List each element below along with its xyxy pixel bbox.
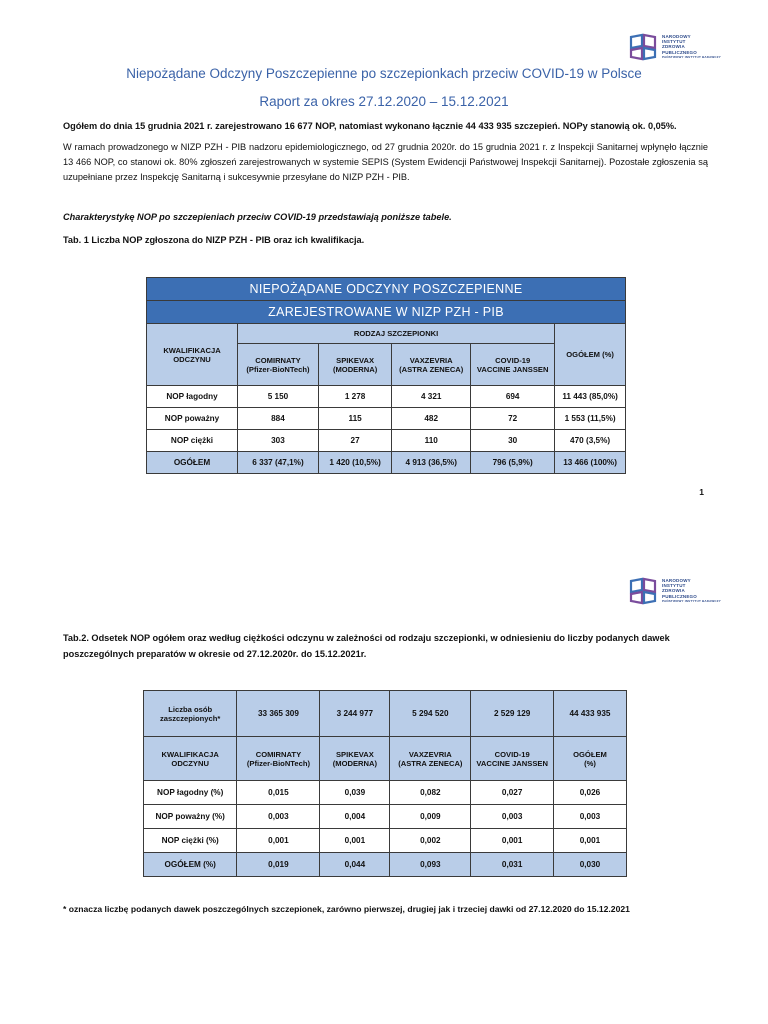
cell: 0,031 [471,853,554,877]
cell: 482 [392,408,471,430]
cell: 0,004 [320,805,390,829]
cell: 0,026 [553,781,626,805]
table1-vaccine-header [392,344,471,386]
logo-line: INSTYTUT [662,583,686,589]
cell: 796 (5,9%) [471,452,555,474]
cell-total: 470 (3,5%) [555,430,626,452]
table-row [144,781,627,805]
logo-line: ZDROWIA [662,588,685,594]
vaccine-name: VAXZEVRIA [409,355,453,365]
cell: 4 321 [392,386,471,408]
cell: 0,027 [471,781,554,805]
characteristics-paragraph: Charakterystykę NOP po szczepieniach przeciw COVID-19 przedstawiają poniższe tabele. [63,212,452,222]
table1-total-header: OGÓŁEM (%) [555,324,626,386]
logo-line: PUBLICZNEGO [662,49,697,55]
vaccine-name: SPIKEVAX [336,355,375,365]
cell-total: 1 553 (11,5%) [555,408,626,430]
table-row [147,430,626,452]
cell: 115 [318,408,391,430]
table-row-total [144,853,627,877]
table2-kwal-header: KWALIFIKACJA ODCZYNU [144,737,237,781]
row-label: NOP ciężki (%) [144,829,237,853]
logo-line: NARODOWY [662,577,691,583]
logo-line: PAŃSTWOWY INSTYTUT BADAWCZY [662,54,721,59]
row-label: NOP poważny [147,408,238,430]
vaccine-sub: (ASTRA ZENECA) [399,364,464,374]
logo-line: NARODOWY [662,33,691,39]
vaccine-name: SPIKEVAX [335,749,374,759]
row-label: OGÓŁEM (%) [144,853,237,877]
cell: 0,019 [237,853,320,877]
table-row [144,805,627,829]
nizp-logo-icon [628,32,658,62]
cell-total: 11 443 (85,0%) [555,386,626,408]
vaccine-name: OGÓŁEM [573,749,607,759]
table1-vaccine-header [318,344,391,386]
row-label: NOP łagodny [147,386,238,408]
surveillance-paragraph: W ramach prowadzonego w NIZP PZH - PIB nadzoru epidemiologicznego, od 27 grudnia 2020r. do 15 grudnia 2021 r. z Inspekcji Sanitarnej wpłynęło łącznie 13 466 NOP, co stanowi ok. 80% zgłoszeń zarejestrowanych w systemie SEPIS (System Ewidencji Państwowej Inspekcji Sanitarnej). Pozostałe zgłoszenia są uzupełniane przez Inspekcję Sanitarną i sukcesywnie przesyłane do NIZP PZH - PIB. [63,142,708,182]
logo-line: PAŃSTWOWY INSTYTUT BADAWCZY [662,598,721,603]
vaccine-name: COVID-19 [494,749,530,759]
vaccine-sub: (Pfizer-BioNTech) [246,364,310,374]
table1-vaccine-header [471,344,555,386]
cell-total: 13 466 (100%) [555,452,626,474]
nizp-logo-icon [628,576,658,606]
cell: 0,009 [390,805,471,829]
table2-persons-row [144,691,627,737]
cell: 0,001 [553,829,626,853]
cell: 0,003 [553,805,626,829]
table1-caption: Tab. 1 Liczba NOP zgłoszona do NIZP PZH - PIB oraz ich kwalifikacja. [63,235,365,245]
logo-line: PUBLICZNEGO [662,593,697,599]
cell: 0,015 [237,781,320,805]
cell: 0,082 [390,781,471,805]
cell: 0,003 [237,805,320,829]
vaccine-sub: (%) [584,758,596,768]
cell: 3 244 977 [320,691,390,737]
cell: 0,044 [320,853,390,877]
cell: 0,003 [471,805,554,829]
table2-persons-label: Liczba osób zaszczepionych* [144,691,237,737]
vaccine-sub: (MODERNA) [332,758,378,768]
cell: 33 365 309 [237,691,320,737]
cell: 4 913 (36,5%) [392,452,471,474]
vaccine-sub: (ASTRA ZENECA) [398,758,463,768]
nizp-logo [628,576,721,606]
vaccine-sub: (MODERNA) [332,364,378,374]
cell: 44 433 935 [553,691,626,737]
row-label: NOP poważny (%) [144,805,237,829]
summary-paragraph: Ogółem do dnia 15 grudnia 2021 r. zarejestrowano 16 677 NOP, natomiast wykonano łącznie 44 433 935 szczepień. NOPy stanowią ok. 0,05%. [63,121,677,131]
row-label: OGÓŁEM [147,452,238,474]
cell: 0,039 [320,781,390,805]
cell: 694 [471,386,555,408]
table1-rodzaj-header: RODZAJ SZCZEPIONKI [238,324,555,344]
cell: 303 [238,430,319,452]
vaccine-sub: VACCINE JANSSEN [476,364,549,374]
report-title: Niepożądane Odczyny Poszczepienne po szczepionkach przeciw COVID-19 w Polsce [126,66,642,81]
vaccine-name: COMIRNATY [255,749,302,759]
table1-title-line2: ZAREJESTROWANE W NIZP PZH - PIB [147,301,626,324]
table-row [144,829,627,853]
vaccine-name: COMIRNATY [255,355,301,365]
cell: 0,093 [390,853,471,877]
vaccine-sub: VACCINE JANSSEN [476,758,548,768]
vaccine-sub: (Pfizer-BioNTech) [246,758,310,768]
cell: 0,001 [237,829,320,853]
report-subtitle: Raport za okres 27.12.2020 – 15.12.2021 [259,94,509,109]
cell: 0,030 [553,853,626,877]
cell: 6 337 (47,1%) [238,452,319,474]
table-row [147,386,626,408]
vaccine-name: VAXZEVRIA [408,749,452,759]
cell: 1 278 [318,386,391,408]
cell: 110 [392,430,471,452]
cell: 72 [471,408,555,430]
table1-kwal-header: KWALIFIKACJA ODCZYNU [147,324,238,386]
cell: 884 [238,408,319,430]
table2-vaccine-header [237,737,320,781]
table-nop-registered [146,277,626,474]
table2-vaccine-header [471,737,554,781]
logo-line: INSTYTUT [662,39,686,45]
table1-title-line1: NIEPOŻĄDANE ODCZYNY POSZCZEPIENNE [147,278,626,301]
cell: 0,001 [471,829,554,853]
row-label: NOP ciężki [147,430,238,452]
page-2 [0,560,768,1024]
cell: 0,002 [390,829,471,853]
cell: 30 [471,430,555,452]
cell: 5 150 [238,386,319,408]
table2-vaccine-header [390,737,471,781]
table-nop-rates [143,690,627,877]
page-number: 1 [699,487,704,497]
cell: 2 529 129 [471,691,554,737]
table2-header-row [144,737,627,781]
cell: 0,001 [320,829,390,853]
table2-vaccine-header [553,737,626,781]
table2-caption: Tab.2. Odsetek NOP ogółem oraz według ciężkości odczynu w zależności od rodzaju szczepionki, w odniesieniu do liczby podanych dawek poszczególnych preparatów w okresie od 27.12.2020r. do 15.12.2021r. [63,633,670,659]
row-label: NOP łagodny (%) [144,781,237,805]
table-row-total [147,452,626,474]
logo-line: ZDROWIA [662,44,685,50]
table2-vaccine-header [320,737,390,781]
table-row [147,408,626,430]
nizp-logo [628,32,721,62]
cell: 5 294 520 [390,691,471,737]
table1-vaccine-header [238,344,319,386]
cell: 27 [318,430,391,452]
footnote: * oznacza liczbę podanych dawek poszczególnych szczepionek, zarówno pierwszej, drugiej jak i trzeciej dawki od 27.12.2020 do 15.12.2021 [63,904,630,914]
vaccine-name: COVID-19 [495,355,531,365]
cell: 1 420 (10,5%) [318,452,391,474]
